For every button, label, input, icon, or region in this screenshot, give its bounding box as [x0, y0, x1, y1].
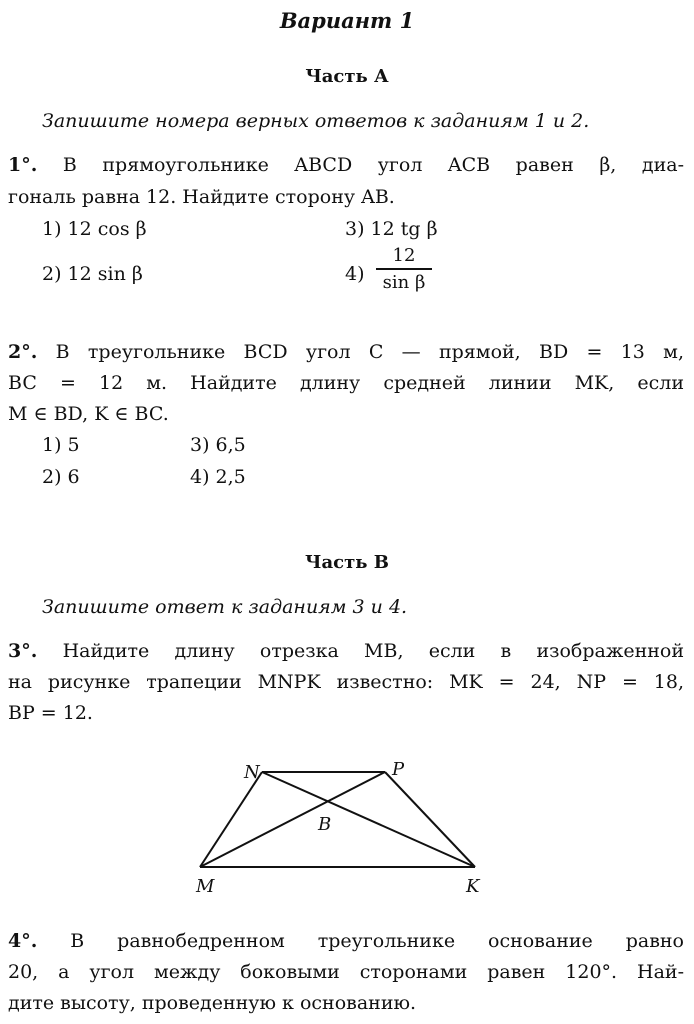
- part-b-title: Часть В: [305, 552, 389, 573]
- task4-number: 4°.: [8, 930, 38, 952]
- task2-option-3: 3) 6,5: [190, 434, 246, 456]
- task2-number: 2°.: [8, 341, 38, 363]
- task1-option-4-label: 4): [345, 263, 365, 285]
- fraction-denominator: sin β: [382, 272, 426, 293]
- label-b: B: [318, 814, 332, 835]
- task3-number: 3°.: [8, 640, 38, 662]
- label-k: K: [466, 876, 480, 897]
- task2-text-line2: BC = 12 м. Найдите длину средней линии MK, если: [8, 372, 684, 394]
- task1-text-line2: гональ равна 12. Найдите сторону AB.: [8, 186, 395, 208]
- task2-text-line3: M ∈ BD, K ∈ BC.: [8, 403, 169, 425]
- task3-line1: [8, 640, 684, 662]
- task4-text-line1: В равнобедренном треугольнике основание равно: [70, 930, 684, 952]
- label-n: N: [244, 762, 260, 783]
- task1-line1: [8, 154, 684, 176]
- segment-pk: [385, 772, 475, 867]
- task1-number: 1°.: [8, 154, 38, 176]
- part-a-title: Часть А: [305, 66, 389, 87]
- task3-text-line1: Найдите длину отрезка MB, если в изображенной: [62, 640, 684, 662]
- task1-option-4-fraction: [376, 245, 432, 293]
- task1-option-3: 3) 12 tg β: [345, 218, 438, 240]
- label-p: P: [392, 759, 405, 780]
- task3-text-line2: на рисунке трапеции MNPK известно: MK = 24, NP = 18,: [8, 671, 684, 693]
- trapezoid-lines: [200, 772, 475, 867]
- task4-text-line2: 20, а угол между боковыми сторонами равен 120°. Най-: [8, 961, 684, 983]
- task4-text-line3: дите высоту, проведенную к основанию.: [8, 992, 417, 1014]
- label-m: M: [196, 876, 215, 897]
- task1-option-2: 2) 12 sin β: [42, 263, 143, 285]
- fraction-numerator: 12: [392, 245, 416, 266]
- fraction-bar: [376, 268, 432, 270]
- task4-line1: [8, 930, 684, 952]
- variant-title: Вариант 1: [279, 8, 415, 33]
- task3-text-line3: BP = 12.: [8, 702, 93, 724]
- task2-text-line1: В треугольнике BCD угол C — прямой, BD = 13 м,: [55, 341, 684, 363]
- task1-option-1: 1) 12 cos β: [42, 218, 147, 240]
- part-a-instruction: Запишите номера верных ответов к заданиям 1 и 2.: [42, 110, 590, 132]
- task2-option-1: 1) 5: [42, 434, 80, 456]
- trapezoid-figure: [0, 740, 694, 910]
- segment-nm: [200, 772, 262, 867]
- part-b-instruction: Запишите ответ к заданиям 3 и 4.: [42, 596, 408, 618]
- task2-option-4: 4) 2,5: [190, 466, 246, 488]
- task1-text-line1: В прямоугольнике ABCD угол ACB равен β, диа-: [62, 154, 684, 176]
- task2-line1: [8, 341, 684, 363]
- task2-option-2: 2) 6: [42, 466, 80, 488]
